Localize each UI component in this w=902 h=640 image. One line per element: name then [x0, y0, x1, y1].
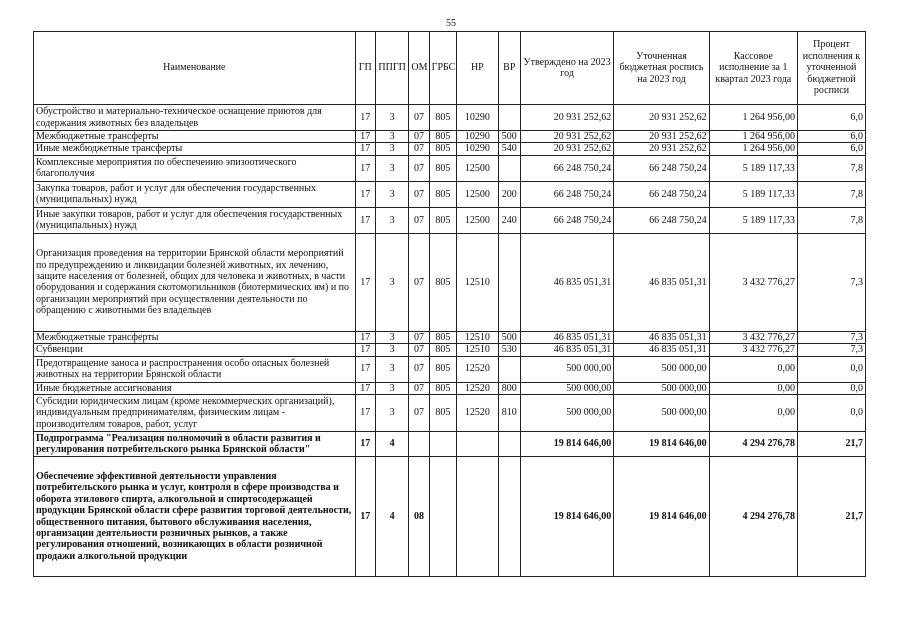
cell-ppgp: 3	[375, 105, 408, 131]
cell-np	[457, 432, 499, 457]
cell-percent: 7,3	[797, 331, 865, 343]
cell-np	[457, 457, 499, 577]
cell-percent: 0,0	[797, 395, 865, 432]
header-percent: Процент исполнения к уточненной бюджетной росписи	[797, 32, 865, 105]
cell-approved: 500 000,00	[520, 356, 613, 382]
cell-om: 07	[409, 207, 429, 233]
cell-approved: 66 248 750,24	[520, 181, 613, 207]
cell-om: 07	[409, 382, 429, 394]
cell-ppgp: 3	[375, 155, 408, 181]
cell-vr	[498, 155, 520, 181]
cell-percent: 7,3	[797, 233, 865, 331]
cell-np: 12520	[457, 395, 499, 432]
table-row	[34, 131, 866, 143]
header-name: Наименование	[34, 32, 356, 105]
cell-percent: 21,7	[797, 457, 865, 577]
cell-refined: 20 931 252,62	[614, 131, 709, 143]
table-row	[34, 181, 866, 207]
cell-np: 12520	[457, 382, 499, 394]
cell-name: Иные межбюджетные трансферты	[34, 143, 356, 155]
cell-name: Межбюджетные трансферты	[34, 331, 356, 343]
cell-approved: 19 814 646,00	[520, 432, 613, 457]
cell-cash: 1 264 956,00	[709, 143, 797, 155]
cell-vr: 810	[498, 395, 520, 432]
cell-grbs: 805	[429, 344, 456, 356]
table-row	[34, 233, 866, 331]
cell-cash: 0,00	[709, 356, 797, 382]
cell-om: 07	[409, 181, 429, 207]
cell-approved: 66 248 750,24	[520, 155, 613, 181]
table-row	[34, 105, 866, 131]
cell-grbs: 805	[429, 155, 456, 181]
cell-gp: 17	[355, 143, 375, 155]
cell-refined: 20 931 252,62	[614, 143, 709, 155]
table-row	[34, 382, 866, 394]
cell-np: 12520	[457, 356, 499, 382]
cell-np: 10290	[457, 105, 499, 131]
cell-refined: 66 248 750,24	[614, 155, 709, 181]
cell-percent: 7,8	[797, 207, 865, 233]
cell-refined: 46 835 051,31	[614, 233, 709, 331]
cell-refined: 46 835 051,31	[614, 344, 709, 356]
table-header-row	[34, 32, 866, 105]
cell-vr	[498, 105, 520, 131]
header-refined: Уточненная бюджетная роспись на 2023 год	[614, 32, 709, 105]
cell-cash: 5 189 117,33	[709, 155, 797, 181]
cell-om: 07	[409, 233, 429, 331]
cell-om: 07	[409, 356, 429, 382]
table-row	[34, 432, 866, 457]
table-row	[34, 143, 866, 155]
cell-vr	[498, 233, 520, 331]
cell-ppgp: 3	[375, 181, 408, 207]
cell-name: Организация проведения на территории Брянской области мероприятий по предупреждению и ликвидации болезней животных, их лечению, защите населения от болезней, общих для человека и животных, в части оборудования и содержания скотомогильников (биотермических ям) и по организации мероприятий при осуществлении деятельности по обращению с животными без владельцев	[34, 233, 356, 331]
cell-ppgp: 3	[375, 207, 408, 233]
cell-grbs: 805	[429, 105, 456, 131]
header-om: ОМ	[409, 32, 429, 105]
cell-ppgp: 3	[375, 233, 408, 331]
cell-name: Подпрограмма "Реализация полномочий в области развития и регулирования потребительского рынка Брянской области"	[34, 432, 356, 457]
cell-grbs: 805	[429, 131, 456, 143]
cell-percent: 6,0	[797, 131, 865, 143]
table-row	[34, 457, 866, 577]
table-row	[34, 344, 866, 356]
cell-om: 07	[409, 395, 429, 432]
cell-percent: 6,0	[797, 105, 865, 131]
header-vr: ВР	[498, 32, 520, 105]
cell-grbs: 805	[429, 233, 456, 331]
cell-gp: 17	[355, 105, 375, 131]
cell-name: Субсидии юридическим лицам (кроме некоммерческих организаций), индивидуальным предпринимателям, физическим лицам - производителям товаров, работ, услуг	[34, 395, 356, 432]
cell-refined: 500 000,00	[614, 382, 709, 394]
cell-approved: 46 835 051,31	[520, 331, 613, 343]
cell-percent: 0,0	[797, 382, 865, 394]
cell-cash: 1 264 956,00	[709, 131, 797, 143]
cell-grbs: 805	[429, 356, 456, 382]
cell-name: Иные бюджетные ассигнования	[34, 382, 356, 394]
cell-cash: 0,00	[709, 395, 797, 432]
cell-ppgp: 3	[375, 344, 408, 356]
cell-ppgp: 3	[375, 395, 408, 432]
cell-percent: 6,0	[797, 143, 865, 155]
cell-gp: 17	[355, 432, 375, 457]
cell-grbs: 805	[429, 395, 456, 432]
cell-ppgp: 3	[375, 143, 408, 155]
page-number: 55	[446, 18, 456, 29]
header-ppgp: ППГП	[375, 32, 408, 105]
cell-name: Иные закупки товаров, работ и услуг для обеспечения государственных (муниципальных) нужд	[34, 207, 356, 233]
cell-cash: 3 432 776,27	[709, 331, 797, 343]
cell-approved: 20 931 252,62	[520, 143, 613, 155]
cell-np: 12510	[457, 331, 499, 343]
cell-percent: 7,8	[797, 181, 865, 207]
cell-refined: 66 248 750,24	[614, 181, 709, 207]
cell-grbs: 805	[429, 143, 456, 155]
cell-cash: 1 264 956,00	[709, 105, 797, 131]
cell-gp: 17	[355, 233, 375, 331]
cell-refined: 66 248 750,24	[614, 207, 709, 233]
cell-om: 07	[409, 105, 429, 131]
cell-approved: 46 835 051,31	[520, 233, 613, 331]
cell-percent: 0,0	[797, 356, 865, 382]
cell-cash: 5 189 117,33	[709, 181, 797, 207]
cell-np: 12510	[457, 233, 499, 331]
cell-grbs: 805	[429, 181, 456, 207]
cell-name: Межбюджетные трансферты	[34, 131, 356, 143]
table-body	[34, 105, 866, 577]
cell-np: 12500	[457, 207, 499, 233]
cell-percent: 7,3	[797, 344, 865, 356]
cell-om: 07	[409, 143, 429, 155]
cell-refined: 46 835 051,31	[614, 331, 709, 343]
cell-name: Обустройство и материально-техническое оснащение приютов для содержания животных без владельцев	[34, 105, 356, 131]
cell-grbs: 805	[429, 207, 456, 233]
cell-np: 12510	[457, 344, 499, 356]
cell-gp: 17	[355, 395, 375, 432]
cell-percent: 7,8	[797, 155, 865, 181]
cell-vr: 530	[498, 344, 520, 356]
cell-name: Субвенции	[34, 344, 356, 356]
cell-grbs: 805	[429, 331, 456, 343]
cell-np: 10290	[457, 131, 499, 143]
cell-om: 07	[409, 131, 429, 143]
cell-cash: 4 294 276,78	[709, 432, 797, 457]
header-np: НР	[457, 32, 499, 105]
cell-gp: 17	[355, 155, 375, 181]
cell-gp: 17	[355, 457, 375, 577]
cell-vr	[498, 432, 520, 457]
cell-vr: 240	[498, 207, 520, 233]
cell-name: Комплексные мероприятия по обеспечению эпизоотического благополучия	[34, 155, 356, 181]
cell-ppgp: 4	[375, 432, 408, 457]
cell-refined: 19 814 646,00	[614, 457, 709, 577]
cell-np: 12500	[457, 181, 499, 207]
cell-vr: 500	[498, 331, 520, 343]
cell-om: 07	[409, 344, 429, 356]
header-cash: Кассовое исполнение за 1 квартал 2023 года	[709, 32, 797, 105]
cell-vr: 800	[498, 382, 520, 394]
budget-table	[33, 31, 866, 577]
cell-gp: 17	[355, 181, 375, 207]
cell-vr	[498, 457, 520, 577]
cell-ppgp: 3	[375, 131, 408, 143]
cell-om: 07	[409, 331, 429, 343]
cell-np: 12500	[457, 155, 499, 181]
cell-vr: 540	[498, 143, 520, 155]
cell-name: Обеспечение эффективной деятельности управления потребительского рынка и услуг, контроля в сфере производства и оборота этилового спирта, алкогольной и спиртосодержащей продукции Брянской области сфере развития торговой деятельности, общественного питания, бытового обслуживания населения, организации деятельности розничных рынков, а также регулирования отношений, возникающих в области розничной продажи алкогольной продукции	[34, 457, 356, 577]
cell-approved: 66 248 750,24	[520, 207, 613, 233]
table-row	[34, 395, 866, 432]
cell-name: Предотвращение заноса и распространения особо опасных болезней животных на территории Брянской области	[34, 356, 356, 382]
header-gp: ГП	[355, 32, 375, 105]
cell-percent: 21,7	[797, 432, 865, 457]
cell-vr	[498, 356, 520, 382]
cell-om: 07	[409, 155, 429, 181]
cell-refined: 20 931 252,62	[614, 105, 709, 131]
cell-vr: 200	[498, 181, 520, 207]
cell-cash: 4 294 276,78	[709, 457, 797, 577]
table-row	[34, 331, 866, 343]
cell-cash: 0,00	[709, 382, 797, 394]
cell-gp: 17	[355, 331, 375, 343]
cell-cash: 3 432 776,27	[709, 344, 797, 356]
header-grbs: ГРБС	[429, 32, 456, 105]
cell-approved: 46 835 051,31	[520, 344, 613, 356]
table-row	[34, 155, 866, 181]
cell-ppgp: 3	[375, 331, 408, 343]
cell-gp: 17	[355, 356, 375, 382]
cell-ppgp: 4	[375, 457, 408, 577]
cell-approved: 20 931 252,62	[520, 131, 613, 143]
cell-grbs: 805	[429, 382, 456, 394]
cell-grbs	[429, 432, 456, 457]
cell-ppgp: 3	[375, 382, 408, 394]
cell-cash: 5 189 117,33	[709, 207, 797, 233]
cell-refined: 19 814 646,00	[614, 432, 709, 457]
cell-approved: 500 000,00	[520, 382, 613, 394]
table-row	[34, 356, 866, 382]
cell-grbs	[429, 457, 456, 577]
cell-np: 10290	[457, 143, 499, 155]
cell-gp: 17	[355, 207, 375, 233]
cell-gp: 17	[355, 344, 375, 356]
table-row	[34, 207, 866, 233]
cell-refined: 500 000,00	[614, 356, 709, 382]
cell-vr: 500	[498, 131, 520, 143]
cell-approved: 500 000,00	[520, 395, 613, 432]
header-approved: Утверждено на 2023 год	[520, 32, 613, 105]
cell-gp: 17	[355, 131, 375, 143]
cell-name: Закупка товаров, работ и услуг для обеспечения государственных (муниципальных) нужд	[34, 181, 356, 207]
cell-gp: 17	[355, 382, 375, 394]
cell-om: 08	[409, 457, 429, 577]
cell-ppgp: 3	[375, 356, 408, 382]
cell-refined: 500 000,00	[614, 395, 709, 432]
cell-approved: 19 814 646,00	[520, 457, 613, 577]
cell-om	[409, 432, 429, 457]
cell-approved: 20 931 252,62	[520, 105, 613, 131]
cell-cash: 3 432 776,27	[709, 233, 797, 331]
